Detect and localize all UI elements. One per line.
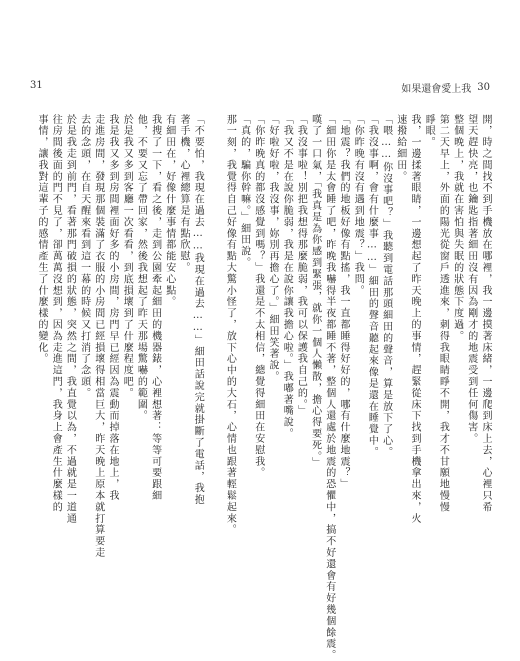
text-column: 睜眼。: [423, 114, 435, 149]
text-column: 嘆了一口氣，「我真是為你感到緊張，就你一個人懶散，擔心得要死。」: [309, 114, 321, 469]
text-column: 去的念頭，在自天醒來看到這一幕的時候又打消了念頭。: [78, 114, 90, 399]
running-title: 如果還會愛上我: [401, 84, 472, 95]
text-column: 「喂……你沒事吧？」我聽到電話那頭細田的聲音，算是放下了心。: [380, 114, 392, 458]
text-column: 「地震？我們的地板好像有點搖，我一直都睡得好好的，哪有什麼地震？」: [338, 114, 349, 491]
text-column: 於是我又多到客廳一次看看，到底損壞到了什麼程度吧。: [121, 114, 133, 399]
text-column: 速撥給細田。: [394, 114, 406, 183]
text-column: 著手機，心裡總算是有點欣慰。: [178, 114, 189, 274]
text-column: 那一刻，我覺得自己好像有點大驚小怪了，放下心中的大石，心情也跟著輕鬆起來。: [224, 114, 236, 536]
text-column: 我是我又多到房間裡面好多的小房間，房門早已經因為震動而掉落在地上，我: [107, 114, 118, 502]
text-column: 我搜了一下，看之後，走到公園牽起細田的機器錶，心裡想著：等等可要跟細: [149, 114, 161, 502]
text-column: 有細田在，好像什麼事情都能安心點。: [163, 114, 175, 308]
text-column: 整個晚上，我就在害怕與失眠的狀態下度過。: [451, 114, 463, 342]
text-column: 「我沒事啦！別把我想得那麼脆弱，我可以保護我自己的。」: [295, 114, 307, 417]
right-page-number: 30: [477, 82, 490, 93]
text-column: 開，時之間找不到手機放在哪裡，我一邊摸著床緒，一邊爬到床上去，心裡只希: [480, 114, 491, 513]
text-column: 「好啦好啦，我沒事，妳別再擔心了。」細田笑著說。: [267, 114, 278, 383]
text-column: 走進房間，發現那個裝滿了衣服的小房間已經損壞得相當巨大，昨天晚上原本就打算要走: [92, 114, 104, 559]
text-column: 「我又不是在說你脆弱，我是在說你讓我擔心啦。」我嘟著嘴說。: [281, 114, 293, 440]
text-column: 往房間後面的門不見了，卻萬萬沒想到，因為走進這門，我身上會產生什麼樣的: [50, 114, 62, 513]
text-column: 「我沒事啊，會有什麼事……」細田的聲音聽起來像是還在睡覺中。: [366, 114, 378, 458]
text-column: 我，一邊揉著眼睛，一邊想起了昨天晚上的事情，趕緊從床下找到手機拿出來，火: [409, 114, 420, 525]
text-column: 「不要怕，我現在過去……我現在過去……」細田話說完就掛斷了電話，我抱: [192, 114, 204, 506]
text-column: 第二天早上，外面的陽光從窗戶透進來，刺得我眼睛睜不開，我才不甘願地慢慢: [437, 114, 449, 513]
left-page-number: 31: [30, 80, 43, 91]
running-header: [401, 80, 490, 95]
text-column: 於是我走到前門，看著那門破損的狀態，突然之間，我直覺以為，不過就是一道通: [64, 114, 76, 525]
text-column: 「真的，騙你幹嘛。」細田說。: [238, 114, 250, 269]
text-column: 「細田你是太會睡了吧，昨晚我嚇得半夜都睡不著，整個人還處於地震的恐懼中，搞不好還會有好幾個餘震。: [323, 114, 335, 661]
text-column: 他，不要又忘了帶回家，然後我想起了昨天那場驚嚇的範圍。: [135, 114, 147, 422]
text-column: 「你昨晚真的都沒感覺到嗎？」我還是不太相信，總覺得細田在安慰我。: [252, 114, 264, 479]
text-column: 望天趕快亮，也鑰匙指著細田沒有因為剛才的地震受到任何傷害。: [465, 114, 477, 445]
text-column: 事情，讓我對這輩子的感情產生了什麼樣的變化。: [36, 114, 47, 365]
text-column: 「你昨晚有沒有遇到地震？」我問。: [352, 114, 364, 297]
